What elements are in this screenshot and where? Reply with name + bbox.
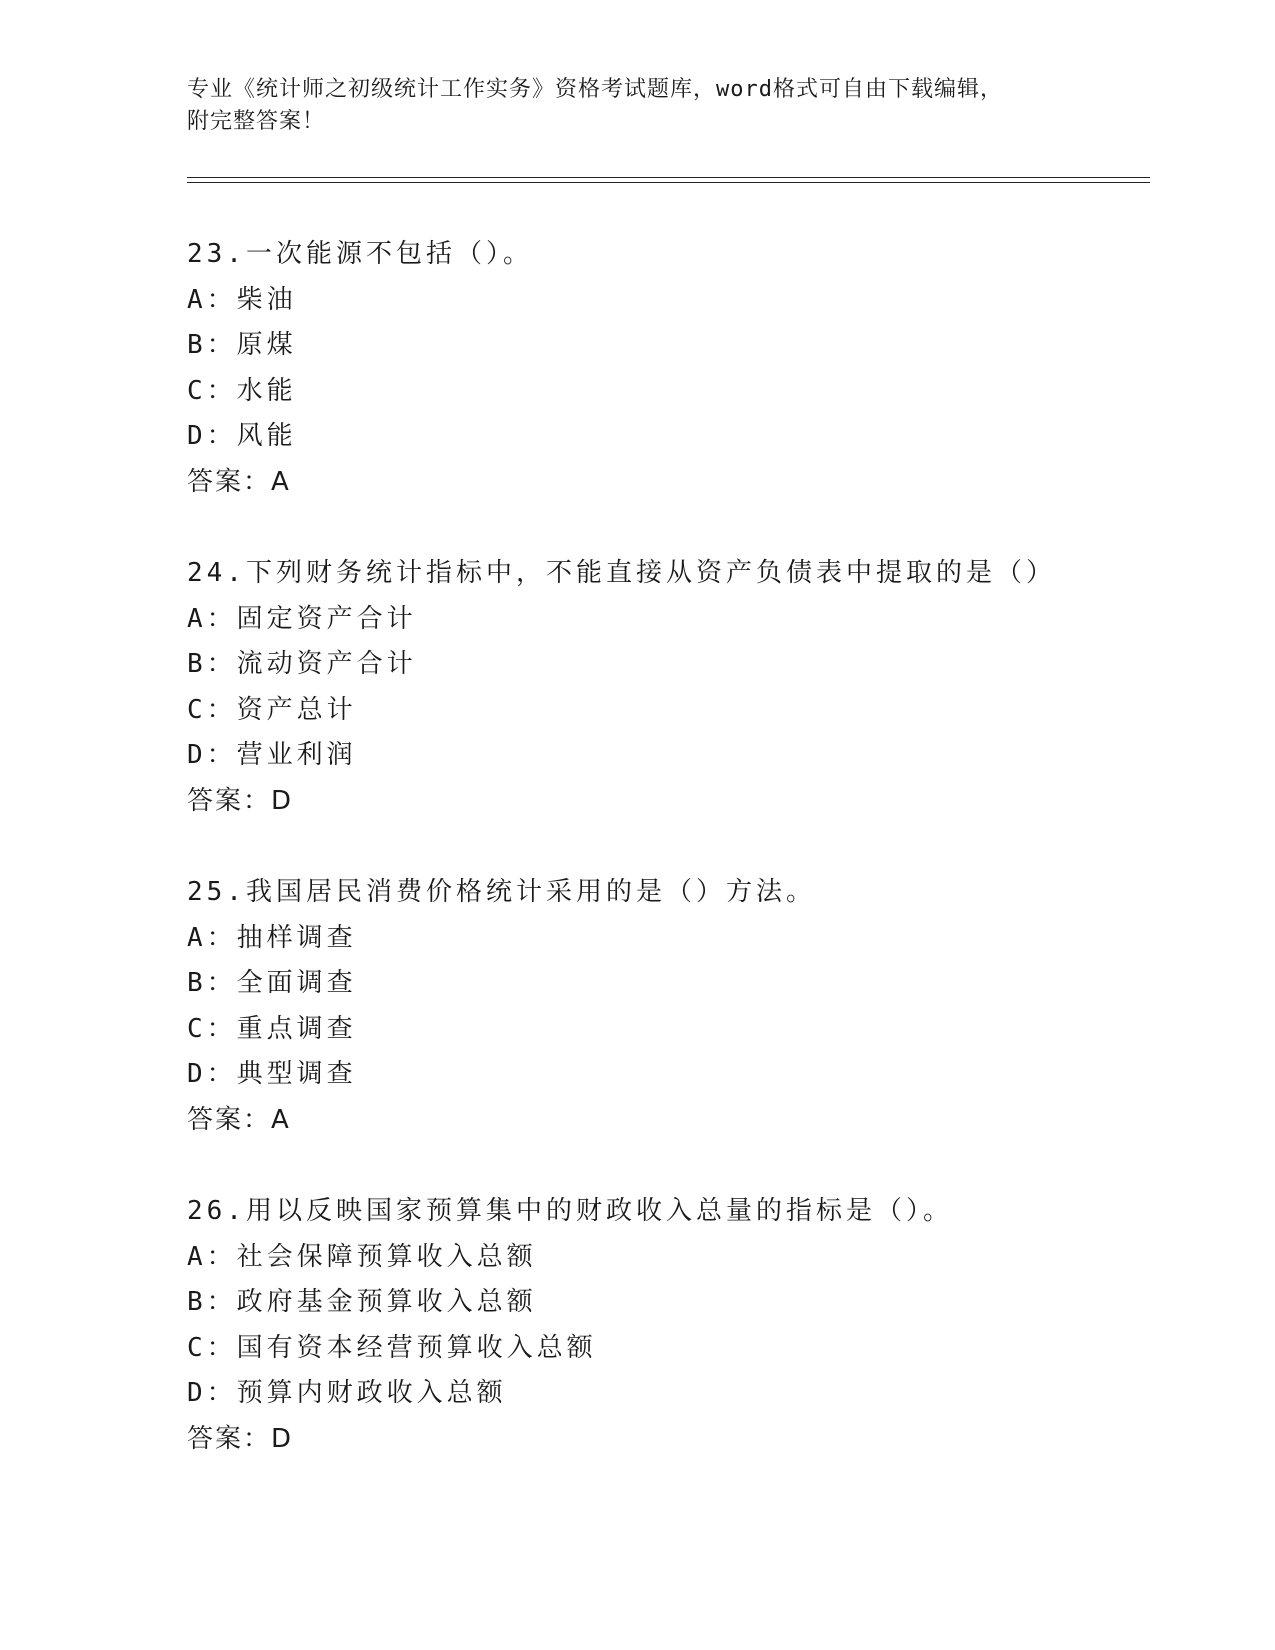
question-stem: 24.下列财务统计指标中，不能直接从资产负债表中提取的是（） [187,558,1056,588]
header-divider-top [187,177,1150,178]
question-stem: 26.用以反映国家预算集中的财政收入总量的指标是（）。 [187,1196,953,1226]
answer-label: 答案：A [187,1104,291,1135]
option-a: A：抽样调查 [187,922,357,953]
question-24 [187,551,1147,824]
question-stem: 23.一次能源不包括（）。 [187,239,533,269]
document-header [187,74,1087,138]
answer-label: 答案：D [187,1423,294,1454]
option-c: C：国有资本经营预算收入总额 [187,1332,597,1363]
option-b: B：流动资产合计 [187,649,417,679]
option-c: C：重点调查 [187,1013,357,1044]
option-b: B：政府基金预算收入总额 [187,1287,537,1317]
option-a: A：社会保障预算收入总额 [187,1241,537,1272]
answer-label: 答案：D [187,785,294,816]
option-b: B：全面调查 [187,968,357,998]
option-c: C：资产总计 [187,694,357,725]
option-a: A：固定资产合计 [187,603,417,634]
option-d: D：风能 [187,421,297,451]
question-25 [187,870,1147,1143]
header-line-1: 专业《统计师之初级统计工作实务》资格考试题库，word格式可自由下载编辑， [187,77,1003,102]
question-23 [187,232,1147,505]
question-26 [187,1189,1147,1462]
option-d: D：预算内财政收入总额 [187,1378,507,1408]
option-d: D：典型调查 [187,1059,357,1089]
option-a: A：柴油 [187,284,297,315]
header-divider-bottom [187,182,1150,183]
option-c: C：水能 [187,375,297,406]
option-d: D：营业利润 [187,740,357,770]
question-stem: 25.我国居民消费价格统计采用的是（）方法。 [187,877,816,907]
header-line-2: 附完整答案！ [187,109,326,134]
option-b: B：原煤 [187,330,297,360]
answer-label: 答案：A [187,466,291,497]
